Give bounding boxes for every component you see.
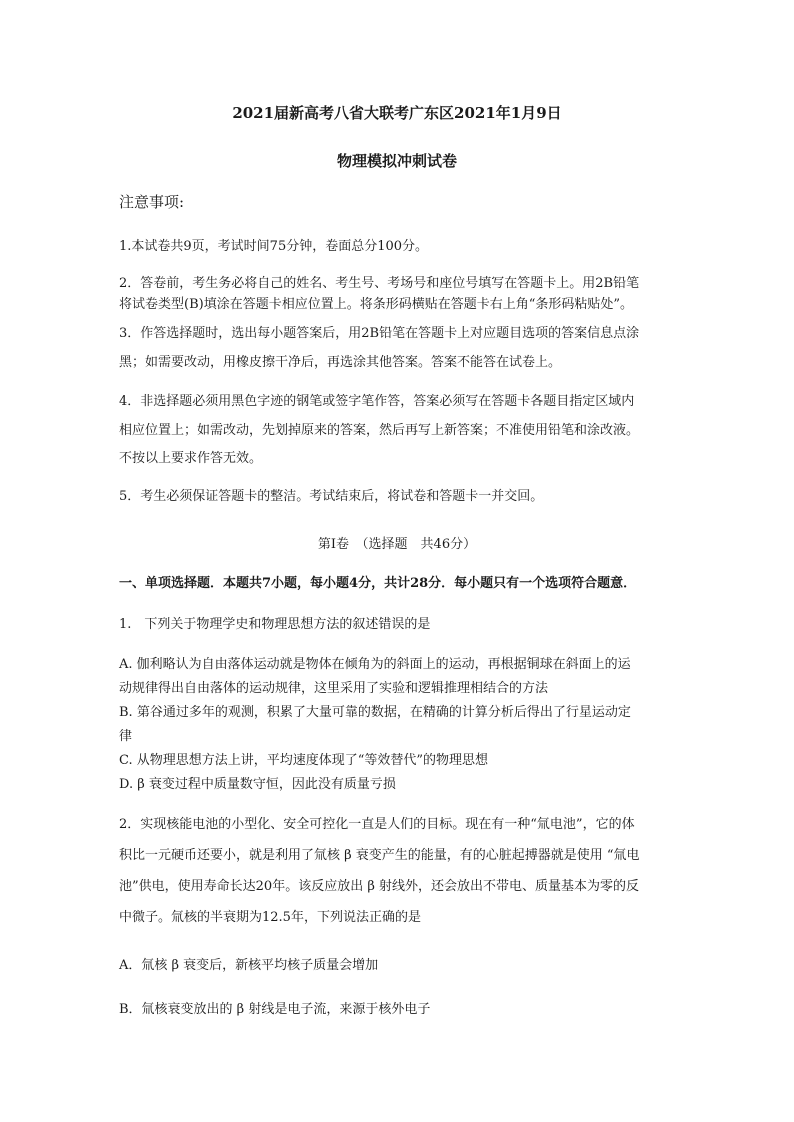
notice-item-3-line1: 3．作答选择题时，选出每小题答案后，用2B铅笔在答题卡上对应题目选项的答案信息点涂 <box>119 326 640 341</box>
question-2-line4: 中微子。氚核的半衰期为12.5年，下列说法正确的是 <box>119 910 421 925</box>
notice-item-4-line1: 4．非选择题必须用黑色字迹的钢笔或签字笔作答，答案必须写在答题卡各题目指定区域内 <box>119 394 635 409</box>
question-2-option-a: A．氚核 β 衰变后，新核平均核子质量会增加 <box>119 958 379 973</box>
notice-item-3-line2: 黑；如需要改动，用橡皮擦干净后，再选涂其他答案。答案不能答在试卷上。 <box>119 355 562 370</box>
notice-item-2-line2: 将试卷类型(B)填涂在答题卡相应位置上。将条形码横贴在答题卡右上角“条形码粘贴处”。 <box>119 297 633 312</box>
question-1-option-a-line1: A. 伽利略认为自由落体运动就是物体在倾角为的斜面上的运动，再根据铜球在斜面上的运 <box>119 657 631 672</box>
notice-item-5: 5．考生必须保证答题卡的整洁。考试结束后，将试卷和答题卡一并交回。 <box>119 489 544 504</box>
notice-item-1: 1.本试卷共9页，考试时间75分钟，卷面总分100分。 <box>119 239 429 254</box>
question-1-option-b-line2: 律 <box>119 729 133 744</box>
notice-heading: 注意事项: <box>119 193 185 211</box>
notice-item-2-line1: 2．答卷前，考生务必将自己的姓名、考生号、考场号和座位号填写在答题卡上。用2B铅笔 <box>119 276 640 291</box>
notice-item-4-line2: 相应位置上；如需改动，先划掉原来的答案，然后再写上新答案；不准使用铅笔和涂改液。 <box>119 423 640 438</box>
exam-title: 2021届新高考八省大联考广东区2021年1月9日 <box>232 104 562 122</box>
part-title: 第Ⅰ卷 （选择题 共46分） <box>317 537 477 552</box>
question-1-option-a-line2: 动规律得出自由落体的运动规律，这里采用了实验和逻辑推理相结合的方法 <box>119 681 549 696</box>
notice-item-4-line3: 不按以上要求作答无效。 <box>119 451 263 466</box>
question-1-option-d: D. β 衰变过程中质量数守恒，因此没有质量亏损 <box>119 777 396 792</box>
question-1-stem: 1. 下列关于物理学史和物理思想方法的叙述错误的是 <box>119 617 431 632</box>
question-1-option-c: C. 从物理思想方法上讲，平均速度体现了“等效替代”的物理思想 <box>119 753 489 768</box>
question-1-option-b-line1: B. 第谷通过多年的观测，积累了大量可靠的数据，在精确的计算分析后得出了行星运动定 <box>119 705 631 720</box>
exam-subtitle: 物理模拟冲刺试卷 <box>336 152 457 170</box>
question-2-option-b: B．氚核衰变放出的 β 射线是电子流，来源于核外电子 <box>119 1002 431 1017</box>
question-2-line2: 积比一元硬币还要小，就是利用了氚核 β 衰变产生的能量，有的心脏起搏器就是使用 “氚电 <box>119 848 640 863</box>
section-heading: 一、单项选择题．本题共7小题，每小题4分，共计28分．每小题只有一个选项符合题意． <box>119 576 637 591</box>
question-2-line3: 池”供电，使用寿命长达20年。该反应放出 β 射线外，还会放出不带电、质量基本为零的反 <box>119 879 639 894</box>
question-2-line1: 2．实现核能电池的小型化、安全可控化一直是人们的目标。现在有一种“氚电池”，它的体 <box>119 817 635 832</box>
